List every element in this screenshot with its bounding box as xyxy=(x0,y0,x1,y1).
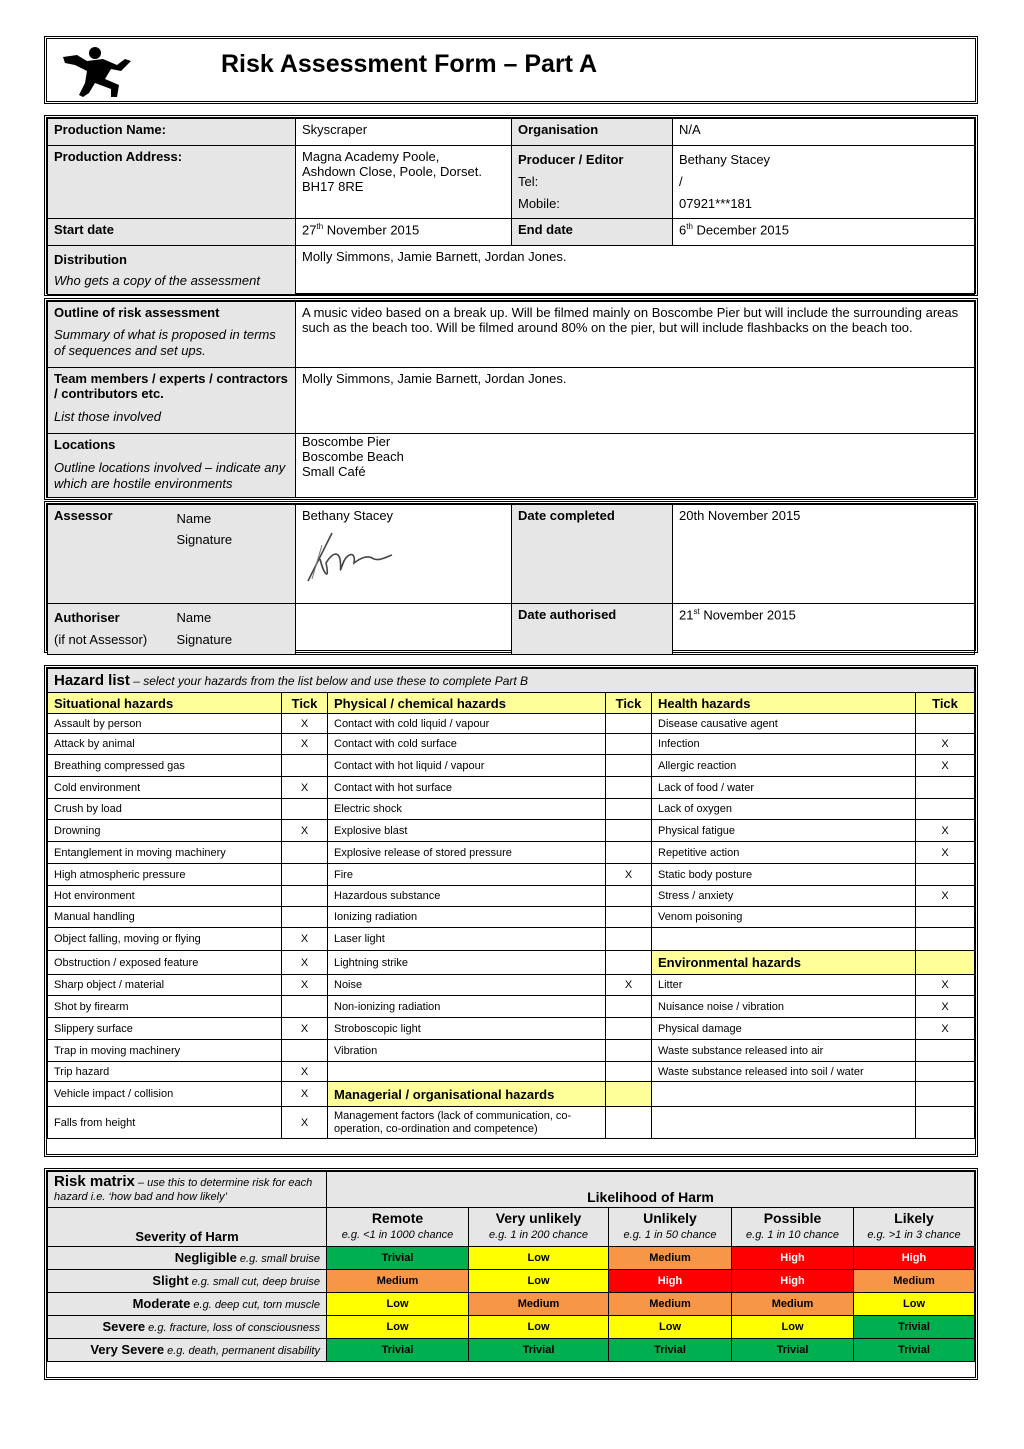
situational-tick: X xyxy=(282,734,328,755)
physical-hazard: Contact with hot liquid / vapour xyxy=(328,755,606,777)
situational-header: Situational hazards xyxy=(48,693,282,714)
physical-hazard: Vibration xyxy=(328,1040,606,1062)
situational-hazard: Sharp object / material xyxy=(48,975,282,996)
health-tick xyxy=(916,777,975,799)
severity-name: Negligible xyxy=(174,1250,237,1265)
likelihood-header: Likelihood of Harm xyxy=(327,1172,975,1208)
end-rest: December 2015 xyxy=(692,222,790,238)
address-line: Magna Academy Poole, xyxy=(302,149,440,164)
situational-hazard: Trip hazard xyxy=(48,1062,282,1082)
physical-hazard: Explosive blast xyxy=(328,820,606,842)
likelihood-example: e.g. 1 in 200 chance xyxy=(488,1229,589,1241)
risk-level-cell: Trivial xyxy=(327,1339,469,1362)
health-hazard: Allergic reaction xyxy=(652,755,916,777)
risk-level-cell: High xyxy=(732,1247,854,1270)
hazard-row xyxy=(48,714,975,734)
severity-name: Very Severe xyxy=(90,1342,165,1357)
assessor-name-cell xyxy=(296,505,512,604)
hazard-row xyxy=(48,907,975,928)
likelihood-column-header xyxy=(469,1208,609,1247)
date-completed-value: 20th November 2015 xyxy=(673,505,975,604)
likelihood-name: Remote xyxy=(371,1210,424,1226)
auth-day: 21 xyxy=(679,607,694,623)
situational-tick: X xyxy=(282,714,328,734)
date-authorised-label: Date authorised xyxy=(512,604,673,655)
environmental-header: Environmental hazards xyxy=(652,951,916,975)
severity-label xyxy=(48,1339,327,1362)
hazard-row xyxy=(48,975,975,996)
tel-value: / xyxy=(679,174,683,189)
environmental-tick-cell xyxy=(916,951,975,975)
production-box xyxy=(44,115,978,296)
start-date-label: Start date xyxy=(48,219,296,246)
falling-person-icon xyxy=(55,45,145,101)
likelihood-example: e.g. >1 in 3 chance xyxy=(867,1229,961,1241)
authoriser-name-cell xyxy=(296,604,512,655)
outline-label-cell xyxy=(48,302,296,368)
severity-label xyxy=(48,1293,327,1316)
health-tick xyxy=(916,1062,975,1082)
production-address-label: Production Address: xyxy=(48,146,296,219)
physical-header: Physical / chemical hazards xyxy=(328,693,606,714)
hazard-list-title-cell xyxy=(48,669,975,693)
health-hazard: Repetitive action xyxy=(652,842,916,864)
risk-matrix-title-cell xyxy=(48,1172,327,1208)
production-address-value xyxy=(296,146,512,219)
physical-hazard: Stroboscopic light xyxy=(328,1018,606,1040)
authoriser-sub: (if not Assessor) xyxy=(54,632,148,647)
severity-row xyxy=(48,1316,975,1339)
situational-hazard: Slippery surface xyxy=(48,1018,282,1040)
health-tick: X xyxy=(916,996,975,1018)
location-item: Small Café xyxy=(302,464,366,479)
severity-name: Slight xyxy=(152,1273,189,1288)
distribution-sub: Who gets a copy of the assessment xyxy=(54,273,260,288)
situational-hazard: Entanglement in moving machinery xyxy=(48,842,282,864)
physical-tick xyxy=(606,1018,652,1040)
hazard-row xyxy=(48,1107,975,1139)
risk-level-cell: High xyxy=(854,1247,975,1270)
severity-name: Moderate xyxy=(132,1296,191,1311)
authoriser-label: Authoriser xyxy=(54,610,120,625)
hazard-row xyxy=(48,842,975,864)
health-hazard: Static body posture xyxy=(652,864,916,886)
risk-level-cell: Low xyxy=(732,1316,854,1339)
locations-value xyxy=(296,434,975,498)
severity-example: e.g. small cut, deep bruise xyxy=(188,1276,320,1288)
managerial-header: Managerial / organisational hazards xyxy=(328,1082,606,1107)
tick-header: Tick xyxy=(916,693,975,714)
hazard-list-subtitle: – select your hazards from the list below and use these to complete Part B xyxy=(129,674,529,688)
hazard-row xyxy=(48,1018,975,1040)
locations-label-cell xyxy=(48,434,296,498)
severity-label xyxy=(48,1270,327,1293)
likelihood-column-header xyxy=(609,1208,732,1247)
risk-level-cell: Medium xyxy=(469,1293,609,1316)
risk-level-cell: Trivial xyxy=(327,1247,469,1270)
tel-label: Tel: xyxy=(518,174,539,189)
hazard-row xyxy=(48,1082,975,1107)
distribution-label: Distribution xyxy=(54,252,127,267)
situational-hazard: Object falling, moving or flying xyxy=(48,928,282,951)
hazard-row xyxy=(48,886,975,907)
physical-hazard: Laser light xyxy=(328,928,606,951)
health-hazard: Physical damage xyxy=(652,1018,916,1040)
assessor-box xyxy=(44,501,978,653)
likelihood-name: Unlikely xyxy=(643,1210,697,1226)
situational-tick: X xyxy=(282,928,328,951)
situational-tick: X xyxy=(282,951,328,975)
situational-hazard: Hot environment xyxy=(48,886,282,907)
situational-tick xyxy=(282,907,328,928)
physical-tick xyxy=(606,714,652,734)
start-date-value xyxy=(296,219,512,246)
risk-level-cell: Low xyxy=(327,1316,469,1339)
location-item: Boscombe Pier xyxy=(302,434,391,449)
hazard-row xyxy=(48,864,975,886)
start-rest: November 2015 xyxy=(323,222,420,238)
end-date-value xyxy=(673,219,975,246)
situational-hazard: Trap in moving machinery xyxy=(48,1040,282,1062)
outline-sub: Summary of what is proposed in terms of sequences and set ups. xyxy=(54,327,276,358)
severity-example: e.g. small bruise xyxy=(236,1253,320,1265)
producer-cell xyxy=(512,146,673,219)
risk-level-cell: Medium xyxy=(854,1270,975,1293)
situational-hazard: Drowning xyxy=(48,820,282,842)
health-hazard: Lack of food / water xyxy=(652,777,916,799)
physical-tick xyxy=(606,996,652,1018)
risk-level-cell: Medium xyxy=(609,1247,732,1270)
health-tick: X xyxy=(916,1018,975,1040)
situational-tick: X xyxy=(282,820,328,842)
likelihood-column-header xyxy=(327,1208,469,1247)
address-line: Ashdown Close, Poole, Dorset. xyxy=(302,164,482,179)
risk-level-cell: Low xyxy=(469,1270,609,1293)
risk-level-cell: Medium xyxy=(732,1293,854,1316)
likelihood-example: e.g. <1 in 1000 chance xyxy=(341,1229,454,1241)
hazard-row xyxy=(48,755,975,777)
likelihood-name: Likely xyxy=(894,1210,934,1226)
situational-tick: X xyxy=(282,1062,328,1082)
hazard-row xyxy=(48,799,975,820)
physical-hazard: Lightning strike xyxy=(328,951,606,975)
auth-rest: November 2015 xyxy=(699,607,796,623)
health-tick xyxy=(916,864,975,886)
authoriser-fields xyxy=(171,604,296,655)
hazard-row xyxy=(48,1062,975,1082)
mobile-value: 07921***181 xyxy=(679,196,753,211)
health-hazard: Waste substance released into soil / water xyxy=(652,1062,916,1082)
situational-hazard: Cold environment xyxy=(48,777,282,799)
health-tick: X xyxy=(916,755,975,777)
likelihood-example: e.g. 1 in 50 chance xyxy=(623,1229,717,1241)
tick-header: Tick xyxy=(282,693,328,714)
hazard-row xyxy=(48,996,975,1018)
situational-hazard: Attack by animal xyxy=(48,734,282,755)
health-hazard: Venom poisoning xyxy=(652,907,916,928)
authoriser-label-cell xyxy=(48,604,171,655)
risk-level-cell: Trivial xyxy=(609,1339,732,1362)
health-hazard: Lack of oxygen xyxy=(652,799,916,820)
outline-box xyxy=(44,298,978,500)
physical-tick: X xyxy=(606,864,652,886)
situational-tick xyxy=(282,799,328,820)
team-label-cell xyxy=(48,368,296,434)
physical-hazard: Contact with cold liquid / vapour xyxy=(328,714,606,734)
locations-sub: Outline locations involved – indicate any which are hostile environments xyxy=(54,460,286,491)
situational-hazard: Breathing compressed gas xyxy=(48,755,282,777)
physical-hazard: Management factors (lack of communication, co-operation, co-ordination and competence) xyxy=(328,1107,606,1139)
situational-tick xyxy=(282,755,328,777)
severity-row xyxy=(48,1270,975,1293)
date-completed-label: Date completed xyxy=(512,505,673,604)
name-label: Name xyxy=(176,610,212,625)
distribution-value: Molly Simmons, Jamie Barnett, Jordan Jones. xyxy=(296,246,975,295)
physical-hazard xyxy=(328,1062,606,1082)
situational-tick: X xyxy=(282,1018,328,1040)
organisation-value: N/A xyxy=(673,119,975,146)
end-suffix: th xyxy=(686,222,693,231)
risk-matrix-title: Risk matrix xyxy=(54,1173,135,1190)
team-label: Team members / experts / contractors / contributors etc. xyxy=(54,371,288,401)
physical-tick xyxy=(606,777,652,799)
situational-tick: X xyxy=(282,1082,328,1107)
severity-row xyxy=(48,1247,975,1270)
outline-value: A music video based on a break up. Will be filmed mainly on Boscombe Pier but will include the surrounding areas such as the beach too. Will be filmed around 80% on the pier, but will include flashbacks on the beach too. xyxy=(296,302,975,368)
health-hazard: Waste substance released into air xyxy=(652,1040,916,1062)
signature-label: Signature xyxy=(176,632,233,647)
hazard-list-title: Hazard list xyxy=(54,672,130,689)
mobile-label: Mobile: xyxy=(518,196,560,211)
health-tick: X xyxy=(916,820,975,842)
outline-label: Outline of risk assessment xyxy=(54,305,220,320)
physical-tick xyxy=(606,1062,652,1082)
hazard-row xyxy=(48,928,975,951)
situational-hazard: Vehicle impact / collision xyxy=(48,1082,282,1107)
assessor-fields xyxy=(171,505,296,604)
health-hazard: Stress / anxiety xyxy=(652,886,916,907)
situational-tick: X xyxy=(282,777,328,799)
severity-label xyxy=(48,1316,327,1339)
health-tick: X xyxy=(916,886,975,907)
severity-row xyxy=(48,1339,975,1362)
locations-label: Locations xyxy=(54,437,116,452)
managerial-tick-cell xyxy=(606,1082,652,1107)
risk-level-cell: Low xyxy=(469,1247,609,1270)
situational-tick xyxy=(282,886,328,907)
risk-level-cell: Medium xyxy=(609,1293,732,1316)
severity-header: Severity of Harm xyxy=(48,1208,327,1247)
health-hazard: Disease causative agent xyxy=(652,714,916,734)
start-day: 27 xyxy=(302,222,317,238)
likelihood-column-header xyxy=(854,1208,975,1247)
physical-tick xyxy=(606,842,652,864)
hazard-row xyxy=(48,951,975,975)
physical-tick xyxy=(606,951,652,975)
risk-level-cell: Low xyxy=(609,1316,732,1339)
hazard-row xyxy=(48,820,975,842)
physical-hazard: Ionizing radiation xyxy=(328,907,606,928)
assessor-label: Assessor xyxy=(48,505,171,604)
situational-hazard: Obstruction / exposed feature xyxy=(48,951,282,975)
physical-hazard: Electric shock xyxy=(328,799,606,820)
health-hazard: Litter xyxy=(652,975,916,996)
risk-level-cell: High xyxy=(732,1270,854,1293)
health-hazard: Nuisance noise / vibration xyxy=(652,996,916,1018)
situational-tick xyxy=(282,1040,328,1062)
likelihood-name: Possible xyxy=(763,1210,822,1226)
end-day: 6 xyxy=(679,222,687,238)
physical-hazard: Fire xyxy=(328,864,606,886)
health-tick: X xyxy=(916,975,975,996)
physical-tick xyxy=(606,1107,652,1139)
physical-hazard: Hazardous substance xyxy=(328,886,606,907)
hazard-list-box xyxy=(44,665,978,1157)
health-tick: X xyxy=(916,842,975,864)
health-tick xyxy=(916,1082,975,1107)
situational-tick xyxy=(282,864,328,886)
tick-header: Tick xyxy=(606,693,652,714)
physical-tick xyxy=(606,1040,652,1062)
physical-hazard: Non-ionizing radiation xyxy=(328,996,606,1018)
risk-level-cell: Low xyxy=(854,1293,975,1316)
title-box xyxy=(44,36,978,104)
address-line: BH17 8RE xyxy=(302,179,364,194)
risk-level-cell: Trivial xyxy=(854,1339,975,1362)
distribution-label-cell xyxy=(48,246,296,295)
physical-tick xyxy=(606,886,652,907)
producer-label: Producer / Editor xyxy=(518,152,624,167)
health-hazard: Physical fatigue xyxy=(652,820,916,842)
start-suffix: th xyxy=(316,222,324,231)
physical-tick: X xyxy=(606,975,652,996)
likelihood-example: e.g. 1 in 10 chance xyxy=(746,1229,839,1241)
severity-name: Severe xyxy=(102,1319,146,1334)
location-item: Boscombe Beach xyxy=(302,449,404,464)
severity-row xyxy=(48,1293,975,1316)
situational-tick: X xyxy=(282,975,328,996)
risk-matrix-box xyxy=(44,1168,978,1380)
signature-label: Signature xyxy=(176,532,233,547)
name-label: Name xyxy=(176,511,212,526)
health-tick xyxy=(916,1107,975,1139)
situational-tick xyxy=(282,996,328,1018)
health-header: Health hazards xyxy=(652,693,916,714)
physical-tick xyxy=(606,928,652,951)
producer-value: Bethany Stacey xyxy=(679,152,771,167)
hazard-row xyxy=(48,734,975,755)
risk-level-cell: Low xyxy=(327,1293,469,1316)
risk-level-cell: Medium xyxy=(327,1270,469,1293)
health-hazard: Infection xyxy=(652,734,916,755)
situational-hazard: Manual handling xyxy=(48,907,282,928)
severity-example: e.g. fracture, loss of consciousness xyxy=(145,1322,320,1334)
physical-tick xyxy=(606,755,652,777)
production-name-label: Production Name: xyxy=(48,119,296,146)
severity-example: e.g. death, permanent disability xyxy=(164,1345,320,1357)
health-tick xyxy=(916,1040,975,1062)
situational-hazard: Falls from height xyxy=(48,1107,282,1139)
health-tick xyxy=(916,928,975,951)
team-sub: List those involved xyxy=(54,409,161,424)
page-title: Risk Assessment Form – Part A xyxy=(221,50,598,78)
physical-tick xyxy=(606,799,652,820)
health-hazard xyxy=(652,1107,916,1139)
likelihood-name: Very unlikely xyxy=(495,1210,582,1226)
situational-hazard: High atmospheric pressure xyxy=(48,864,282,886)
situational-hazard: Crush by load xyxy=(48,799,282,820)
health-tick: X xyxy=(916,734,975,755)
production-name-value: Skyscraper xyxy=(296,119,512,146)
health-tick xyxy=(916,907,975,928)
health-hazard xyxy=(652,928,916,951)
auth-suffix: st xyxy=(693,607,700,616)
physical-tick xyxy=(606,907,652,928)
severity-label xyxy=(48,1247,327,1270)
hazard-row xyxy=(48,1040,975,1062)
situational-tick xyxy=(282,842,328,864)
assessor-name: Bethany Stacey xyxy=(302,508,394,523)
risk-level-cell: Low xyxy=(469,1316,609,1339)
organisation-label: Organisation xyxy=(512,119,673,146)
likelihood-column-header xyxy=(732,1208,854,1247)
physical-hazard: Contact with cold surface xyxy=(328,734,606,755)
physical-hazard: Contact with hot surface xyxy=(328,777,606,799)
risk-level-cell: Trivial xyxy=(854,1316,975,1339)
risk-level-cell: Trivial xyxy=(469,1339,609,1362)
risk-level-cell: High xyxy=(609,1270,732,1293)
risk-level-cell: Trivial xyxy=(732,1339,854,1362)
physical-tick xyxy=(606,734,652,755)
severity-example: e.g. deep cut, torn muscle xyxy=(190,1299,320,1311)
health-tick xyxy=(916,799,975,820)
producer-values xyxy=(673,146,975,219)
team-value: Molly Simmons, Jamie Barnett, Jordan Jones. xyxy=(296,368,975,434)
health-hazard xyxy=(652,1082,916,1107)
physical-tick xyxy=(606,820,652,842)
risk-matrix-subtitle: – use this to determine risk for each hazard i.e. ‘how bad and how likely’ xyxy=(54,1177,313,1203)
situational-hazard: Shot by firearm xyxy=(48,996,282,1018)
situational-tick: X xyxy=(282,1107,328,1139)
hazard-row xyxy=(48,777,975,799)
signature-image xyxy=(302,525,402,585)
end-date-label: End date xyxy=(512,219,673,246)
physical-hazard: Noise xyxy=(328,975,606,996)
date-authorised-value xyxy=(673,604,975,655)
physical-hazard: Explosive release of stored pressure xyxy=(328,842,606,864)
health-tick xyxy=(916,714,975,734)
situational-hazard: Assault by person xyxy=(48,714,282,734)
